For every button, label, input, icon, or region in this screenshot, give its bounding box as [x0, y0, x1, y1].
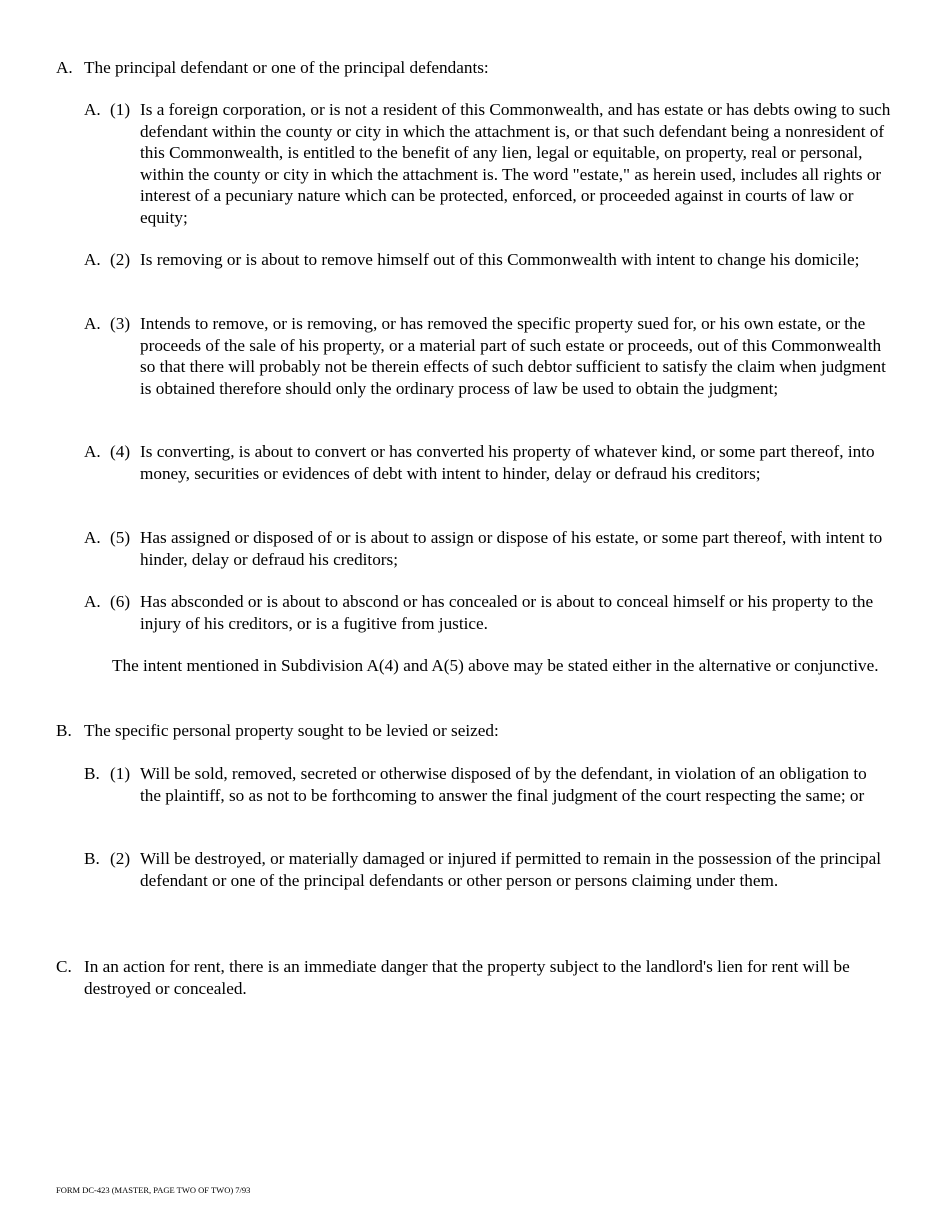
item-letter: A. [84, 592, 101, 611]
list-item-a3 [84, 313, 892, 399]
item-letter: B. [84, 849, 100, 868]
item-letter: A. [84, 528, 101, 547]
section-text: In an action for rent, there is an immediate danger that the property subject to the landlord's lien for rent will be destroyed or concealed. [84, 957, 850, 998]
item-number: (1) [110, 100, 131, 119]
item-letter: B. [84, 764, 100, 783]
item-text: Is converting, is about to convert or has converted his property of whatever kind, or some part thereof, into money, securities or evidences of debt with intent to hinder, delay or defraud his creditors; [140, 442, 875, 483]
item-number: (6) [110, 592, 131, 611]
item-text: Will be sold, removed, secreted or otherwise disposed of by the defendant, in violation of an obligation to the plaintiff, so as not to be forthcoming to answer the final judgment of the court respecting the same; or [140, 764, 867, 805]
section-b-heading [56, 720, 896, 742]
section-letter: A. [56, 58, 73, 77]
item-number: (5) [110, 528, 131, 547]
section-text: The specific personal property sought to be levied or seized: [84, 721, 499, 740]
item-text: Is a foreign corporation, or is not a resident of this Commonwealth, and has estate or has debts owing to such defendant within the county or city in which the attachment is, or that such defendant being a nonresident of this Commonwealth, is entitled to the benefit of any lien, legal or equitable, on property, real or personal, within the county or city in which the attachment is. The word "estate," as herein used, includes all rights or interest of a pecuniary nature which can be protected, enforced, or proceeded against in courts of law or equity; [140, 100, 891, 227]
item-letter: A. [84, 250, 101, 269]
item-number: (1) [110, 764, 131, 783]
item-text: Has absconded or is about to abscond or has concealed or is about to conceal himself or his property to the injury of his creditors, or is a fugitive from justice. [140, 592, 874, 633]
item-number: (2) [110, 250, 131, 269]
item-text: Is removing or is about to remove himself out of this Commonwealth with intent to change his domicile; [140, 250, 860, 269]
list-item-a4 [84, 441, 892, 484]
item-letter: A. [84, 314, 101, 333]
section-a-heading [56, 57, 896, 79]
item-letter: A. [84, 442, 101, 461]
item-number: (4) [110, 442, 131, 461]
form-footer: FORM DC-423 (MASTER, PAGE TWO OF TWO) 7/93 [56, 1185, 251, 1195]
list-item-a1 [84, 99, 892, 228]
list-item-a5 [84, 527, 892, 570]
list-item-b2 [84, 848, 892, 891]
item-number: (2) [110, 849, 131, 868]
section-letter: C. [56, 957, 72, 976]
list-item-a2 [84, 249, 892, 271]
item-text: Intends to remove, or is removing, or has removed the specific property sued for, or his own estate, or the proceeds of the sale of his property, or a material part of such estate or proceeds, out of this Commonwealth so that there will probably not be therein effects of such debtor sufficient to satisfy the claim when judgment is obtained therefore should only the ordinary process of law be used to obtain the judgment; [140, 314, 886, 398]
intent-paragraph: The intent mentioned in Subdivision A(4) and A(5) above may be stated either in the alternative or conjunctive. [112, 656, 879, 675]
item-text: Will be destroyed, or materially damaged or injured if permitted to remain in the possession of the principal defendant or one of the principal defendants or other person or persons claiming under them. [140, 849, 882, 890]
item-text: Has assigned or disposed of or is about to assign or dispose of his estate, or some part thereof, with intent to hinder, delay or defraud his creditors; [140, 528, 883, 569]
section-letter: B. [56, 721, 72, 740]
list-item-a6 [84, 591, 892, 634]
section-text: The principal defendant or one of the principal defendants: [84, 58, 489, 77]
section-c-heading [56, 956, 896, 999]
item-letter: A. [84, 100, 101, 119]
item-number: (3) [110, 314, 131, 333]
list-item-b1 [84, 763, 892, 806]
